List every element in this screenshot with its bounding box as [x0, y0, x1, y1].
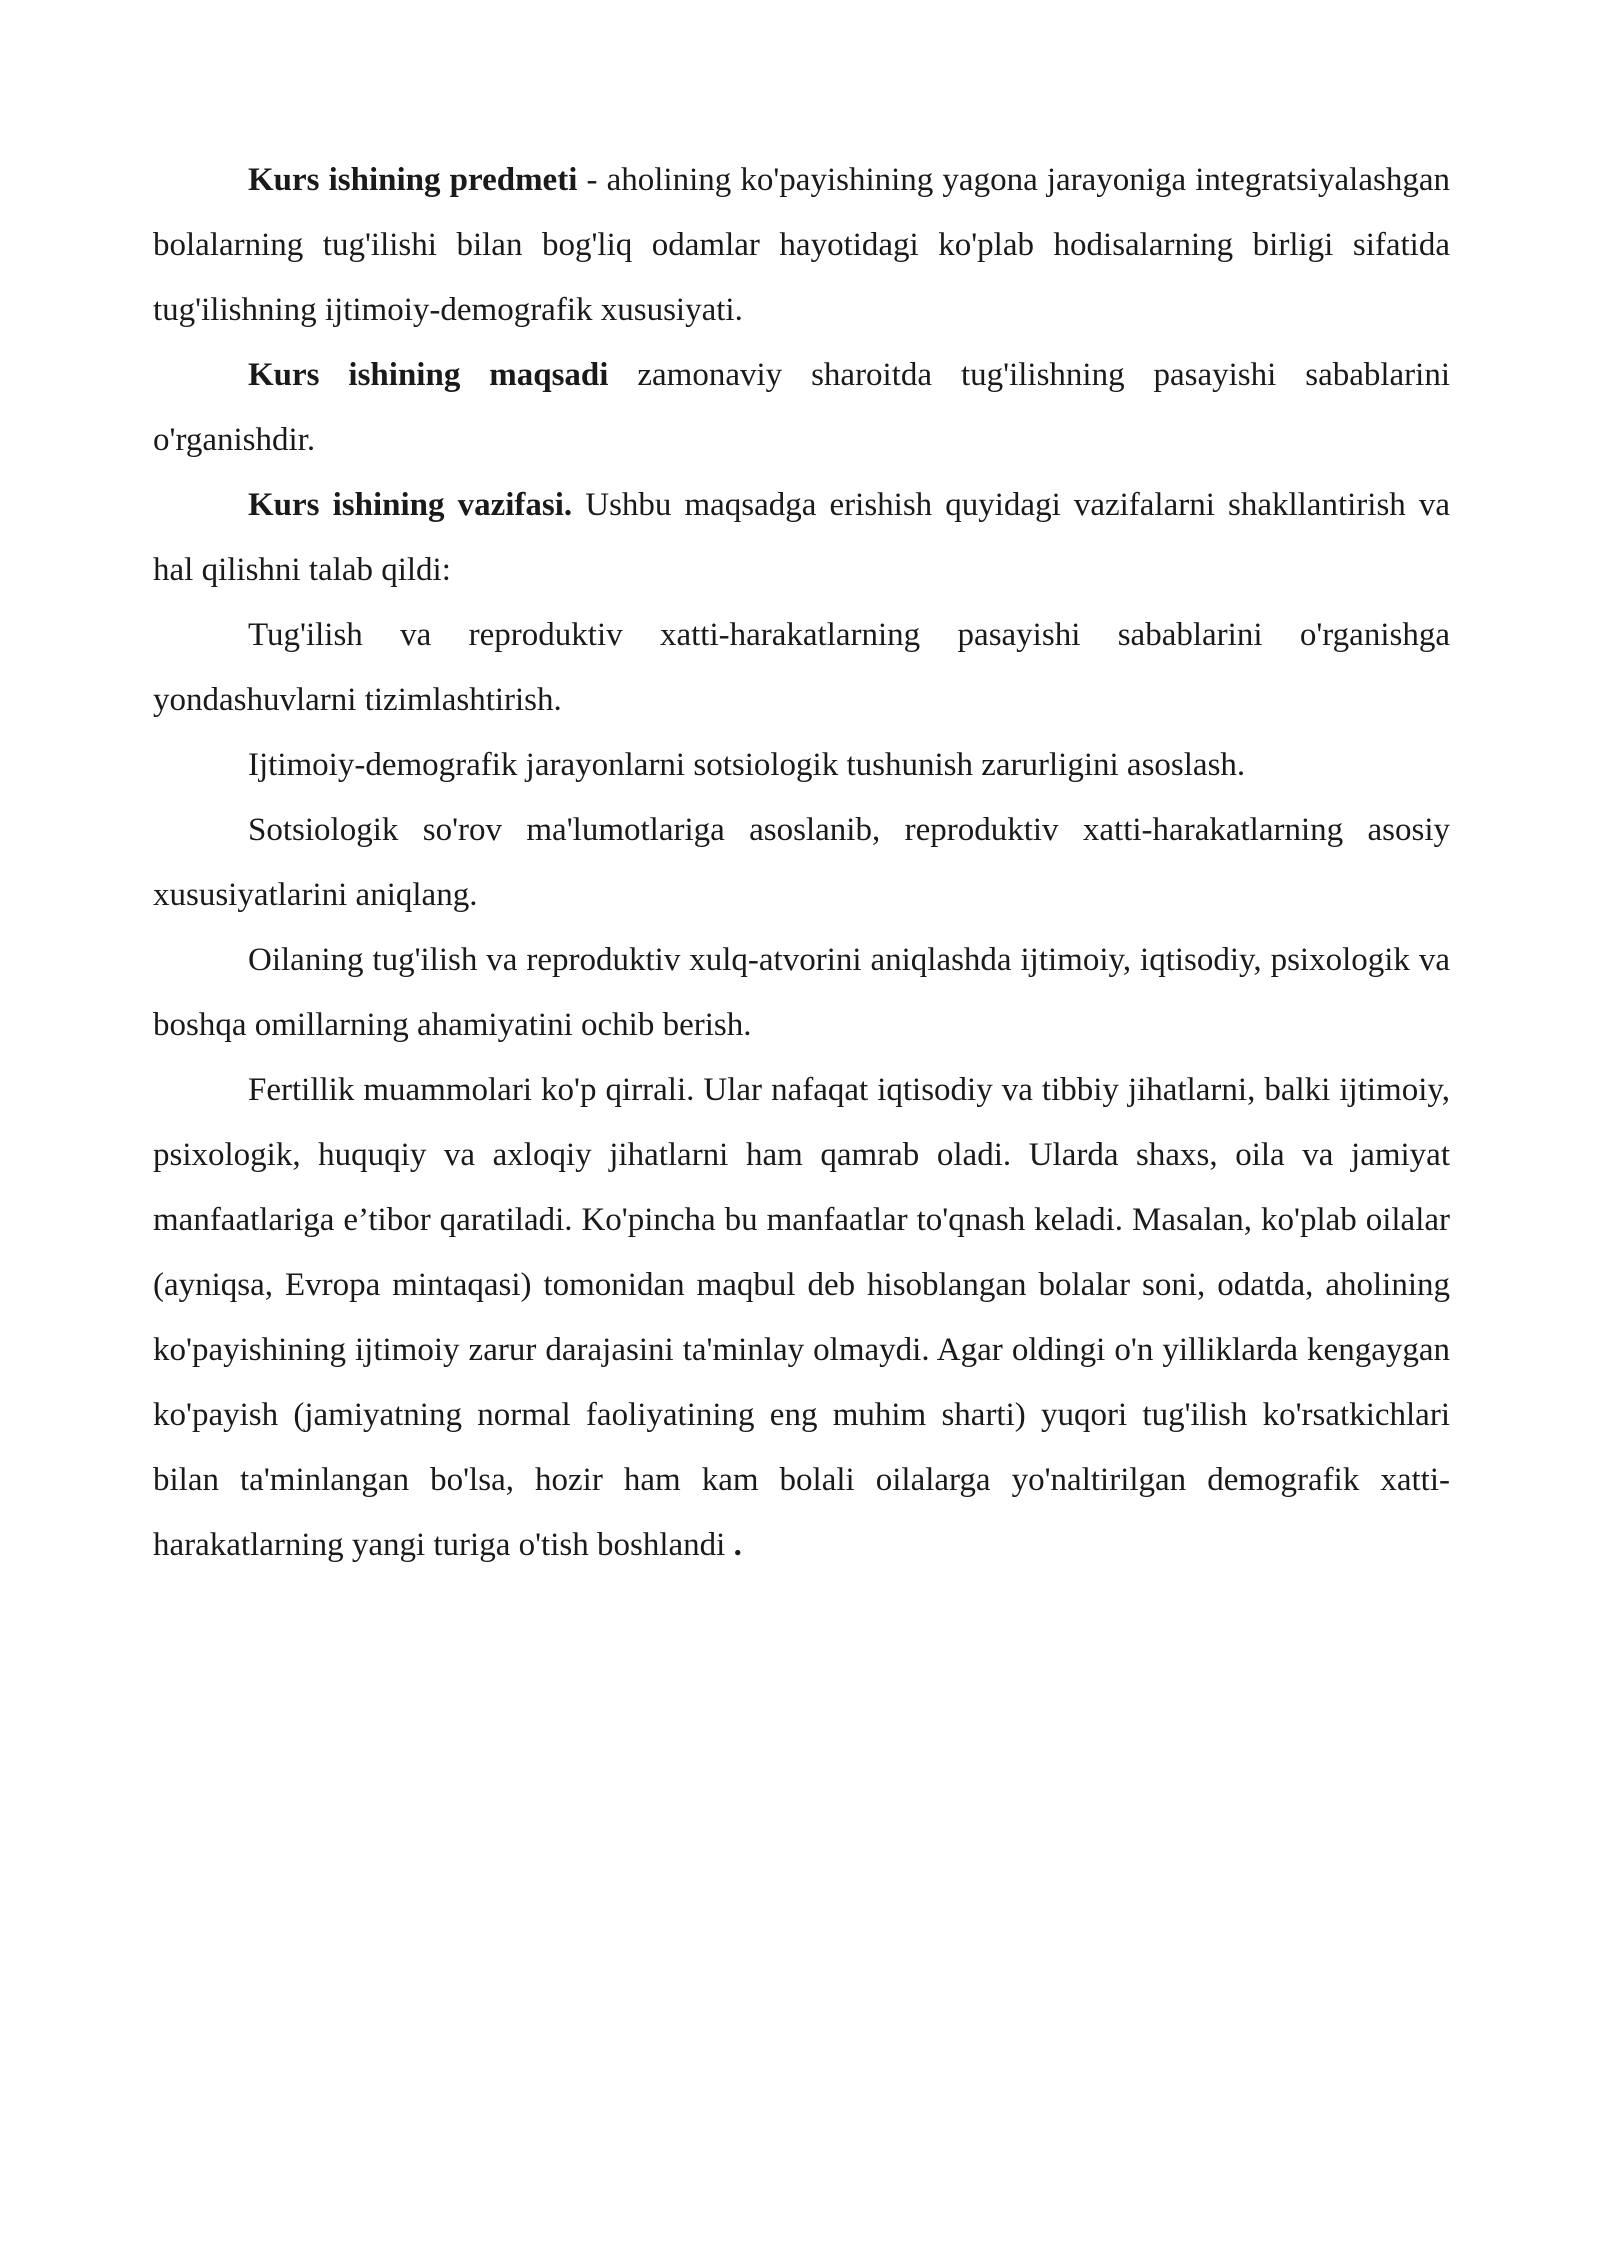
task-item-text: Sotsiologik so'rov ma'lumotlariga asoslanib, reproduktiv xatti-harakatlarning asosiy xususiyatlarini aniqlang. [153, 812, 1450, 913]
goal-heading: Kurs ishining maqsadi [248, 357, 609, 393]
fertility-text: Fertillik muammolari ko'p qirrali. Ular nafaqat iqtisodiy va tibbiy jihatlarni, balki ijtimoiy, psixologik, huquqiy va axloqiy jihatlarni ham qamrab oladi. Ularda shaxs, oila va jamiyat manfaatlariga e’tibor qaratiladi. Ko'pincha bu manfaatlar to'qnash keladi. Masalan, ko'plab oilalar (ayniqsa, Evropa mintaqasi) tomonidan maqbul deb hisoblangan bolalar soni, odatda, aholining ko'payishining ijtimoiy zarur darajasini ta'minlay olmaydi. Agar oldingi o'n yilliklarda kengaygan ko'payish (jamiyatning normal faoliyatining eng muhim sharti) yuqori tug'ilish ko'rsatkichlari bilan ta'minlangan bo'lsa, hozir ham kam bolali oilalarga yo'naltirilgan demografik xatti-harakatlarning yangi turiga o'tish boshlandi [153, 1072, 1450, 1563]
task-item [153, 928, 1450, 1058]
paragraph-goal [153, 343, 1450, 473]
task-item-text: Oilaning tug'ilish va reproduktiv xulq-atvorini aniqlashda ijtimoiy, iqtisodiy, psixologik va boshqa omillarning ahamiyatini ochib berish. [153, 942, 1450, 1043]
task-item [153, 733, 1450, 798]
paragraph-tasks [153, 473, 1450, 603]
task-item-text: Tug'ilish va reproduktiv xatti-harakatlarning pasayishi sabablarini o'rganishga yondashuvlarni tizimlashtirish. [153, 617, 1450, 718]
tasks-text: Ushbu maqsadga erishish quyidagi vazifalarni shakllantirish va hal qilishni talab qildi: [153, 487, 1451, 588]
task-item-text: Ijtimoiy-demografik jarayonlarni sotsiologik tushunish zarurligini asoslash. [248, 747, 1246, 783]
subject-text: - aholining ko'payishining yagona jarayoniga integratsiyalashgan bolalarning tug'ilishi bilan bog'liq odamlar hayotidagi ko'plab hodisalarning birligi sifatida tug'ilishning ijtimoiy-demografik xususiyati. [153, 162, 1450, 328]
paragraph-subject [153, 148, 1450, 343]
tasks-heading: Kurs ishining vazifasi. [248, 487, 573, 523]
closing-period: . [725, 1527, 742, 1563]
paragraph-fertility [153, 1058, 1450, 1578]
document-body [153, 148, 1450, 1578]
task-item [153, 603, 1450, 733]
subject-heading: Kurs ishining predmeti [248, 162, 578, 198]
goal-text: zamonaviy sharoitda tug'ilishning pasayishi sabablarini o'rganishdir. [153, 357, 1451, 458]
task-item [153, 798, 1450, 928]
